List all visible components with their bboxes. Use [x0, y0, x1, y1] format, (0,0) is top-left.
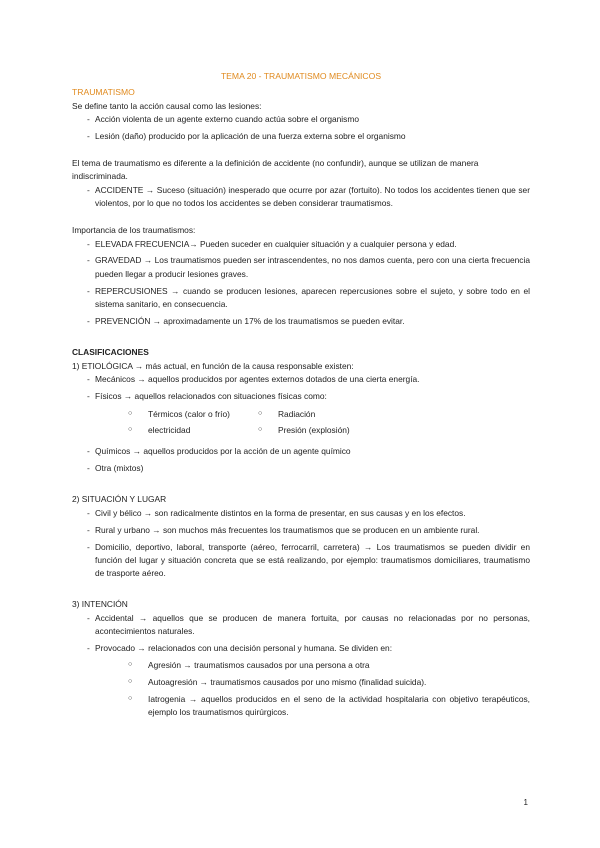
circle-bullet-icon: ○	[258, 410, 263, 418]
etiologica-list	[72, 373, 530, 403]
list-item: - Provocado → relacionados con una decisión personal y humana. Se dividen en:	[72, 642, 530, 655]
provocado-sublist	[72, 659, 530, 720]
accident-list	[72, 184, 530, 211]
circle-bullet-icon: ○	[128, 426, 133, 434]
etiologica-list-continued	[72, 445, 530, 475]
list-item: - Mecánicos → aquellos producidos por agentes externos dotados de una cierta energía.	[72, 373, 530, 386]
accident-paragraph: El tema de traumatismo es diferente a la definición de accidente (no confundir), aunque se utilizan de manera indiscriminada.	[72, 157, 479, 182]
list-item: - Acción violenta de un agente externo cuando actúa sobre el organismo	[72, 113, 530, 126]
sub-list-item: ○ Presión (explosión)	[258, 425, 350, 436]
sub-list-item: ○ Iatrogenia → aquellos producidos en el seno de la actividad hospitalaria con objetivo terapéuticos, ejemplo los traumatismos quirúrgicos.	[128, 693, 530, 718]
intencion-heading: 3) INTENCIÓN	[72, 599, 128, 610]
document-page	[72, 70, 530, 723]
importance-intro: Importancia de los traumatismos:	[72, 225, 196, 236]
list-item: - PREVENCIÓN → aproximadamente un 17% de los traumatismos se pueden evitar.	[72, 315, 530, 328]
sub-list-item: ○ Radiación	[258, 409, 316, 420]
list-item: - Otra (mixtos)	[72, 462, 530, 475]
sub-list-item: ○ Autoagresión → traumatismos causados por uno mismo (finalidad suicida).	[128, 677, 427, 687]
list-item: - Civil y bélico → son radicalmente distintos en la forma de presentar, en sus causas y en los efectos.	[72, 507, 530, 520]
etiologica-intro: 1) ETIOLÓGICA → más actual, en función de la causa responsable existen:	[72, 360, 354, 371]
intencion-list	[72, 612, 530, 656]
list-item: - Domicilio, deportivo, laboral, transporte (aéreo, ferrocarril, carretera) → Los traumatismos se pueden dividir en función del lugar y situación concreta que se está realizando, por ejemplo: traumatismos domiciliares, traumatismo de trasporte aéreo.	[72, 541, 530, 581]
list-item: - Accidental → aquellos que se producen de manera fortuita, por causas no relacionadas por no personas, acontecimientos naturales.	[72, 612, 530, 639]
section-heading-clasificaciones: CLASIFICACIONES	[72, 347, 149, 358]
list-item: - Químicos → aquellos producidos por la acción de un agente químico	[72, 445, 530, 458]
page-number: 1	[523, 798, 528, 807]
importance-list	[72, 238, 530, 329]
circle-bullet-icon: ○	[128, 678, 133, 685]
list-item: - Físicos → aquellos relacionados con situaciones físicas como:	[72, 390, 530, 403]
circle-bullet-icon: ○	[128, 694, 133, 702]
sub-list-item: ○ Térmicos (calor o frío)	[128, 409, 230, 420]
situacion-list	[72, 507, 530, 581]
section-heading-traumatismo: TRAUMATISMO	[72, 86, 135, 97]
definition-list	[72, 113, 530, 143]
document-title: TEMA 20 - TRAUMATISMO MECÁNICOS	[220, 71, 382, 81]
definition-intro: Se define tanto la acción causal como las lesiones:	[72, 100, 262, 111]
list-item: - REPERCUSIONES → cuando se producen lesiones, aparecen repercusiones sobre el sujeto, y sobre todo en el sistema sanitario, en consecuencia.	[72, 285, 530, 312]
sub-list-item: ○ Agresión → traumatismos causados por una persona a otra	[128, 660, 370, 671]
circle-bullet-icon: ○	[128, 661, 133, 669]
circle-bullet-icon: ○	[128, 410, 133, 418]
list-item: - ACCIDENTE → Suceso (situación) inesperado que ocurre por azar (fortuito). No todos los accidentes tienen que ser violentos, por lo que no todos los accidentes se deben considerar traumatismos.	[72, 184, 530, 211]
list-item: - ELEVADA FRECUENCIA→ Pueden suceder en cualquier situación y a cualquier persona y edad.	[72, 238, 530, 251]
sub-list-item: ○ electricidad	[128, 425, 191, 436]
fisicos-sublist	[72, 407, 530, 439]
list-item: - GRAVEDAD → Los traumatismos pueden ser intrascendentes, no nos damos cuenta, pero con una cierta frecuencia pueden llegar a producir lesiones graves.	[72, 254, 530, 281]
situacion-heading: 2) SITUACIÓN Y LUGAR	[72, 494, 167, 505]
list-item: - Lesión (daño) producido por la aplicación de una fuerza externa sobre el organismo	[72, 130, 530, 143]
list-item: - Rural y urbano → son muchos más frecuentes los traumatismos que se producen en un ambiente rural.	[72, 524, 530, 537]
circle-bullet-icon: ○	[258, 426, 263, 434]
